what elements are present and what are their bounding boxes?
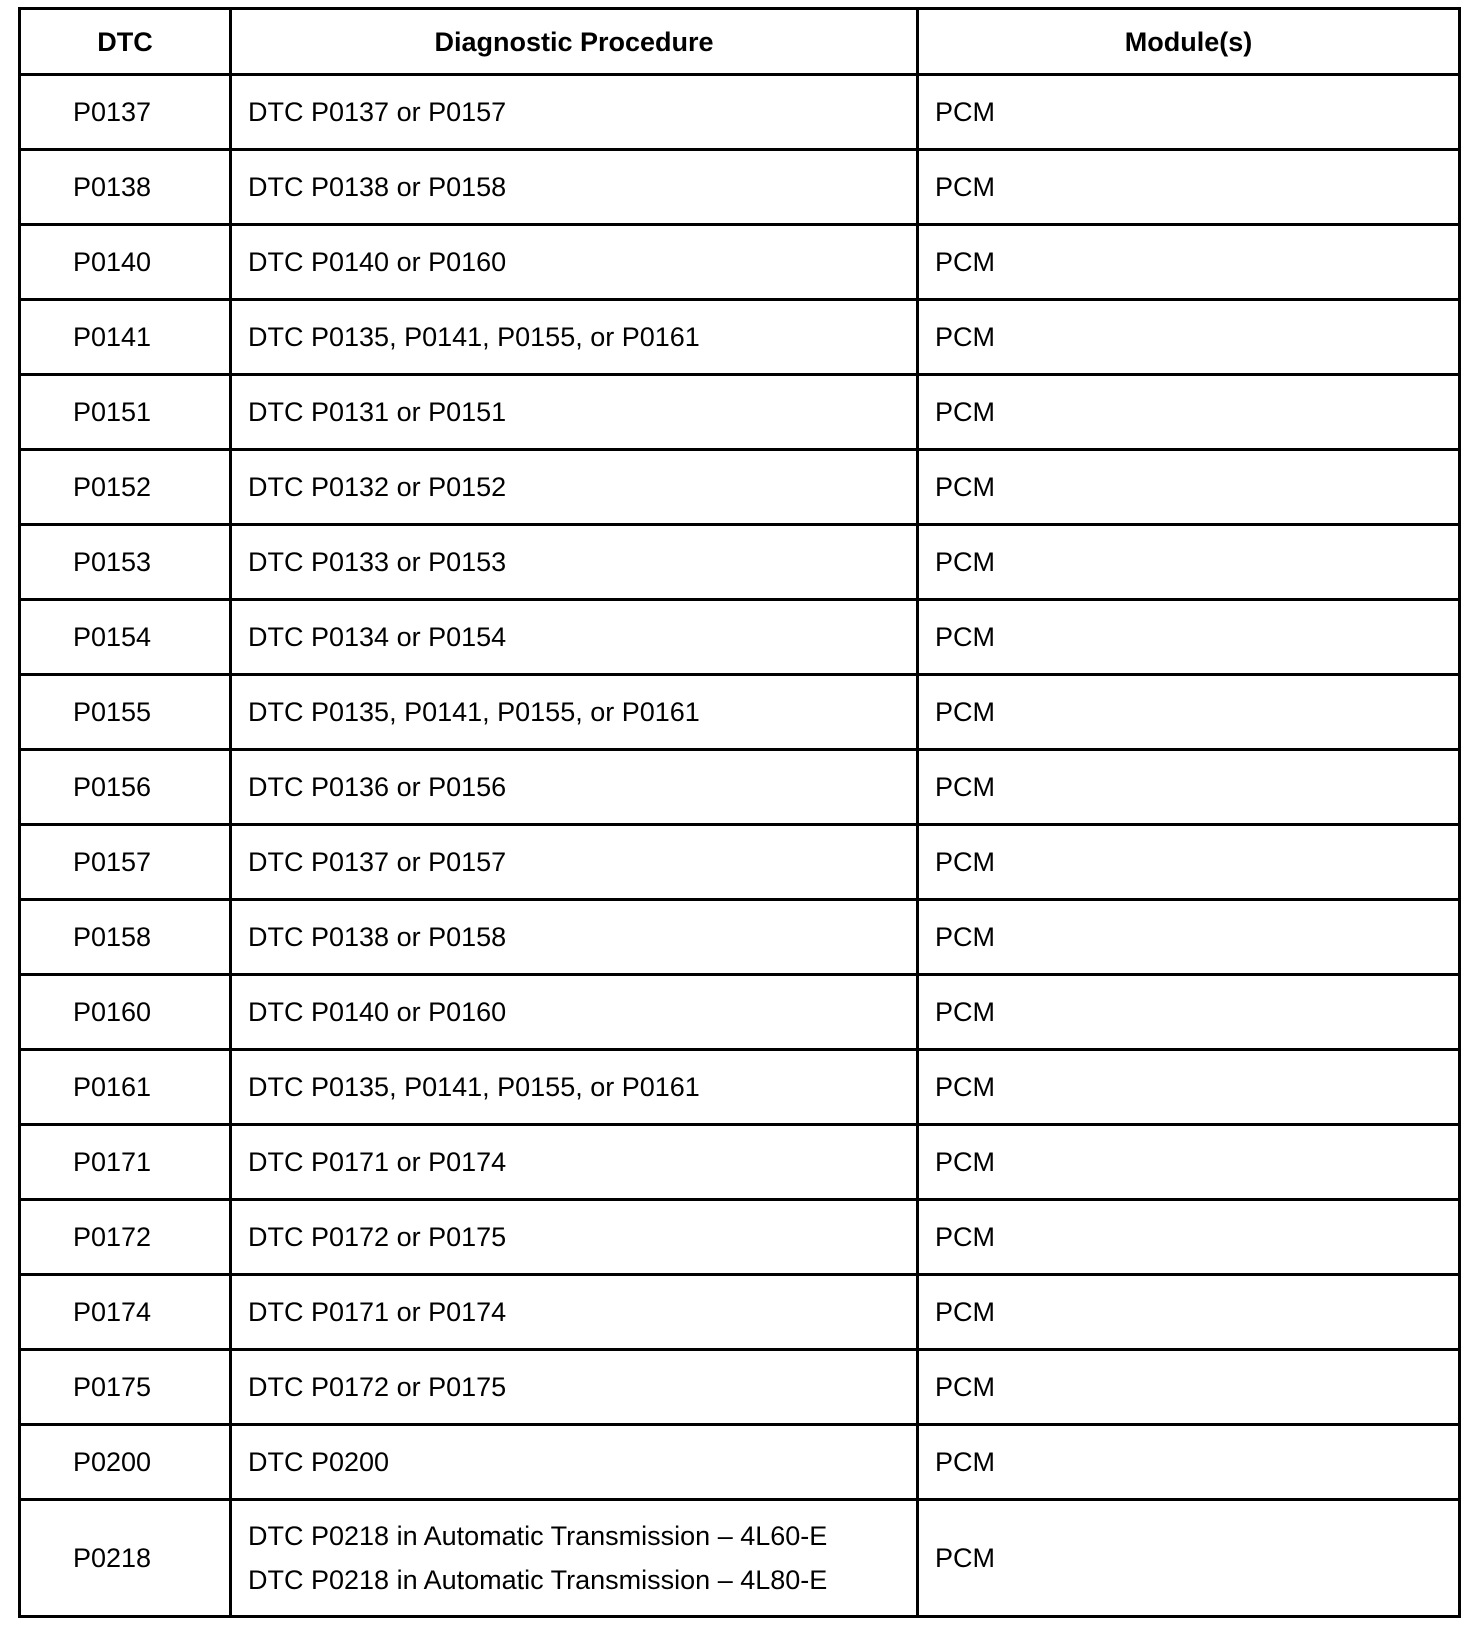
- diagnostic-procedure-cell: [231, 1425, 918, 1500]
- diagnostic-procedure-cell: [231, 450, 918, 525]
- dtc-code-cell: P0141: [20, 300, 231, 375]
- module-cell: PCM: [918, 900, 1460, 975]
- table-row: [20, 450, 1460, 525]
- table-row: [20, 525, 1460, 600]
- module-cell: PCM: [918, 1350, 1460, 1425]
- diagnostic-procedure-link[interactable]: DTC P0135, P0141, P0155, or P0161: [248, 322, 700, 352]
- dtc-code-cell: P0138: [20, 150, 231, 225]
- dtc-code-cell: P0140: [20, 225, 231, 300]
- dtc-code-cell: P0160: [20, 975, 231, 1050]
- diagnostic-procedure-cell: [231, 1350, 918, 1425]
- diagnostic-procedure-cell: [231, 300, 918, 375]
- table-row: [20, 1425, 1460, 1500]
- table-row: [20, 1275, 1460, 1350]
- module-cell: PCM: [918, 1125, 1460, 1200]
- table-row: [20, 1350, 1460, 1425]
- diagnostic-procedure-cell: [231, 1275, 918, 1350]
- module-cell: PCM: [918, 1200, 1460, 1275]
- module-cell: PCM: [918, 150, 1460, 225]
- dtc-code-cell: P0155: [20, 675, 231, 750]
- diagnostic-procedure-link[interactable]: DTC P0218 in Automatic Transmission – 4L60-E: [248, 1521, 828, 1551]
- diagnostic-procedure-cell: [231, 675, 918, 750]
- module-cell: PCM: [918, 1275, 1460, 1350]
- header-diagnostic-procedure: Diagnostic Procedure: [231, 9, 918, 75]
- diagnostic-procedure-cell: [231, 525, 918, 600]
- diagnostic-procedure-link[interactable]: DTC P0171 or P0174: [248, 1147, 507, 1177]
- module-cell: PCM: [918, 1050, 1460, 1125]
- module-cell: PCM: [918, 450, 1460, 525]
- diagnostic-procedure-link[interactable]: DTC P0131 or P0151: [248, 397, 507, 427]
- diagnostic-procedure-link[interactable]: DTC P0172 or P0175: [248, 1372, 507, 1402]
- diagnostic-procedure-link[interactable]: DTC P0134 or P0154: [248, 622, 507, 652]
- table-row: [20, 150, 1460, 225]
- dtc-table: [18, 7, 1461, 1618]
- diagnostic-procedure-link[interactable]: DTC P0140 or P0160: [248, 247, 507, 277]
- diagnostic-procedure-link[interactable]: DTC P0136 or P0156: [248, 772, 507, 802]
- diagnostic-procedure-cell: [231, 1500, 918, 1617]
- dtc-code-cell: P0174: [20, 1275, 231, 1350]
- dtc-code-cell: P0161: [20, 1050, 231, 1125]
- diagnostic-procedure-link[interactable]: DTC P0135, P0141, P0155, or P0161: [248, 1072, 700, 1102]
- diagnostic-procedure-link[interactable]: DTC P0140 or P0160: [248, 997, 507, 1027]
- table-row: [20, 225, 1460, 300]
- dtc-code-cell: P0158: [20, 900, 231, 975]
- module-cell: PCM: [918, 675, 1460, 750]
- diagnostic-procedure-cell: [231, 900, 918, 975]
- dtc-code-cell: P0172: [20, 1200, 231, 1275]
- module-cell: PCM: [918, 75, 1460, 150]
- diagnostic-procedure-link[interactable]: DTC P0132 or P0152: [248, 472, 507, 502]
- table-row: [20, 375, 1460, 450]
- table-row: [20, 1125, 1460, 1200]
- diagnostic-procedure-cell: [231, 225, 918, 300]
- module-cell: PCM: [918, 600, 1460, 675]
- diagnostic-procedure-cell: [231, 375, 918, 450]
- table-row: [20, 1050, 1460, 1125]
- diagnostic-procedure-cell: [231, 825, 918, 900]
- table-row: [20, 750, 1460, 825]
- table-row: [20, 675, 1460, 750]
- diagnostic-procedure-cell: [231, 600, 918, 675]
- module-cell: PCM: [918, 1425, 1460, 1500]
- header-dtc: DTC: [20, 9, 231, 75]
- dtc-code-cell: P0152: [20, 450, 231, 525]
- module-cell: PCM: [918, 525, 1460, 600]
- diagnostic-procedure-cell: [231, 150, 918, 225]
- diagnostic-procedure-link[interactable]: DTC P0137 or P0157: [248, 97, 507, 127]
- module-cell: PCM: [918, 1500, 1460, 1617]
- dtc-code-cell: P0153: [20, 525, 231, 600]
- dtc-code-cell: P0156: [20, 750, 231, 825]
- diagnostic-procedure-link[interactable]: DTC P0171 or P0174: [248, 1297, 507, 1327]
- table-header-row: [20, 9, 1460, 75]
- dtc-code-cell: P0218: [20, 1500, 231, 1617]
- diagnostic-procedure-link[interactable]: DTC P0218 in Automatic Transmission – 4L80-E: [248, 1565, 828, 1595]
- diagnostic-procedure-link[interactable]: DTC P0138 or P0158: [248, 172, 507, 202]
- table-row: [20, 900, 1460, 975]
- table-row: [20, 1200, 1460, 1275]
- diagnostic-procedure-link[interactable]: DTC P0135, P0141, P0155, or P0161: [248, 697, 700, 727]
- module-cell: PCM: [918, 300, 1460, 375]
- table-row: [20, 975, 1460, 1050]
- module-cell: PCM: [918, 825, 1460, 900]
- diagnostic-procedure-cell: [231, 1050, 918, 1125]
- diagnostic-procedure-cell: [231, 975, 918, 1050]
- dtc-code-cell: P0157: [20, 825, 231, 900]
- diagnostic-procedure-cell: [231, 1125, 918, 1200]
- table-row: [20, 75, 1460, 150]
- module-cell: PCM: [918, 975, 1460, 1050]
- table-row: [20, 1500, 1460, 1617]
- table-body: [20, 75, 1460, 1617]
- diagnostic-procedure-link[interactable]: DTC P0137 or P0157: [248, 847, 507, 877]
- dtc-code-cell: P0154: [20, 600, 231, 675]
- diagnostic-procedure-cell: [231, 750, 918, 825]
- dtc-code-cell: P0200: [20, 1425, 231, 1500]
- module-cell: PCM: [918, 225, 1460, 300]
- dtc-code-cell: P0171: [20, 1125, 231, 1200]
- module-cell: PCM: [918, 750, 1460, 825]
- diagnostic-procedure-link[interactable]: DTC P0172 or P0175: [248, 1222, 507, 1252]
- module-cell: PCM: [918, 375, 1460, 450]
- table-row: [20, 600, 1460, 675]
- table-row: [20, 825, 1460, 900]
- dtc-code-cell: P0151: [20, 375, 231, 450]
- diagnostic-procedure-link[interactable]: DTC P0138 or P0158: [248, 922, 507, 952]
- table-row: [20, 300, 1460, 375]
- dtc-code-cell: P0175: [20, 1350, 231, 1425]
- diagnostic-procedure-cell: [231, 75, 918, 150]
- diagnostic-procedure-link[interactable]: DTC P0133 or P0153: [248, 547, 507, 577]
- diagnostic-procedure-cell: [231, 1200, 918, 1275]
- dtc-code-cell: P0137: [20, 75, 231, 150]
- diagnostic-procedure-link[interactable]: DTC P0200: [248, 1447, 390, 1477]
- header-modules: Module(s): [918, 9, 1460, 75]
